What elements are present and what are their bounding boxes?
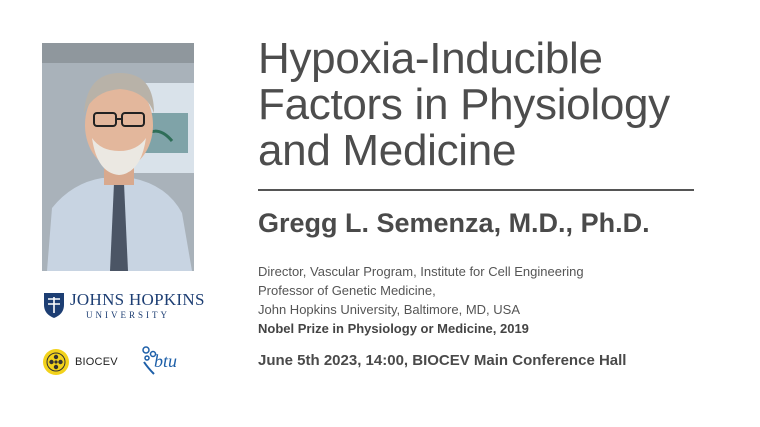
speaker-affiliation <box>258 262 584 338</box>
title-divider <box>258 189 694 191</box>
biocev-label: BIOCEV <box>75 356 118 368</box>
award-line: Nobel Prize in Physiology or Medicine, 2019 <box>258 321 529 336</box>
jhu-shield-icon <box>42 291 66 319</box>
jhu-logo <box>42 290 205 322</box>
btu-label: btu <box>154 351 178 371</box>
affiliation-line-1: Director, Vascular Program, Institute for Cell Engineering <box>258 264 584 279</box>
jhu-sub: UNIVERSITY <box>86 310 170 320</box>
speaker-photo <box>42 43 194 271</box>
affiliation-line-2: Professor of Genetic Medicine, <box>258 283 436 298</box>
event-details: June 5th 2023, 14:00, BIOCEV Main Conference Hall <box>258 352 627 369</box>
talk-title-line-2: Factors in Physiology <box>258 80 670 129</box>
biocev-logo <box>42 346 118 378</box>
affiliation-line-3: John Hopkins University, Baltimore, MD, USA <box>258 302 521 317</box>
talk-title-line-3: and Medicine <box>258 126 517 175</box>
talk-title-line-1: Hypoxia-Inducible <box>258 34 603 83</box>
speaker-name: Gregg L. Semenza, M.D., Ph.D. <box>258 208 650 238</box>
jhu-name: JOHNS HOPKINS <box>70 290 205 309</box>
biocev-emblem-icon <box>42 348 70 376</box>
talk-title <box>258 36 738 174</box>
